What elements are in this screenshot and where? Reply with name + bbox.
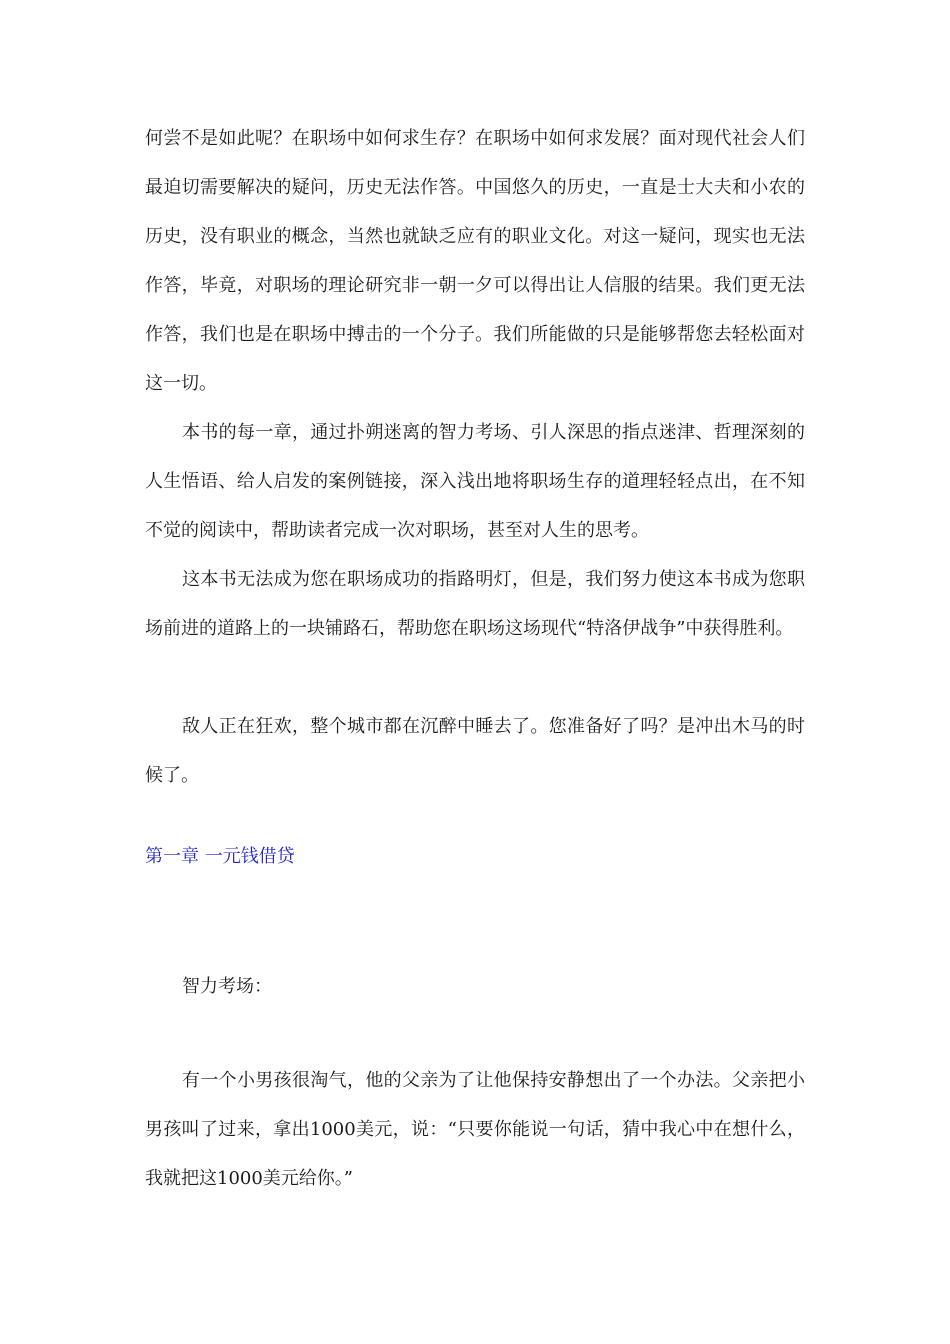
book-purpose-paragraph: 这本书无法成为您在职场成功的指路明灯，但是，我们努力使这本书成为您职场前进的道路上的一块铺路石，帮助您在职场这场现代“特洛伊战争”中获得胜利。	[145, 569, 805, 639]
book-structure-paragraph: 本书的每一章，通过扑朔迷离的智力考场、引人深思的指点迷津、哲理深刻的人生悟语、给人启发的案例链接，深入浅出地将职场生存的道理轻轻点出，在不知不觉的阅读中，帮助读者完成一次对职场，甚至对人生的思考。	[145, 422, 805, 541]
story-paragraph: 有一个小男孩很淘气，他的父亲为了让他保持安静想出了一个办法。父亲把小男孩叫了过来，拿出1000美元，说：“只要你能说一句话，猜中我心中在想什么，我就把这1000美元给你。”	[145, 1070, 805, 1189]
call-to-action-paragraph: 敌人正在狂欢，整个城市都在沉醉中睡去了。您准备好了吗？是冲出木马的时候了。	[145, 716, 805, 786]
section-label: 智力考场：	[182, 976, 272, 997]
chapter-heading: 第一章 一元钱借贷	[145, 846, 295, 867]
intro-continuation-paragraph: 何尝不是如此呢？在职场中如何求生存？在职场中如何求发展？面对现代社会人们最迫切需要解决的疑问，历史无法作答。中国悠久的历史，一直是士大夫和小农的历史，没有职业的概念，当然也就缺乏应有的职业文化。对这一疑问，现实也无法作答，毕竟，对职场的理论研究非一朝一夕可以得出让人信服的结果。我们更无法作答，我们也是在职场中搏击的一个分子。我们所能做的只是能够帮您去轻松面对这一切。	[145, 128, 805, 394]
